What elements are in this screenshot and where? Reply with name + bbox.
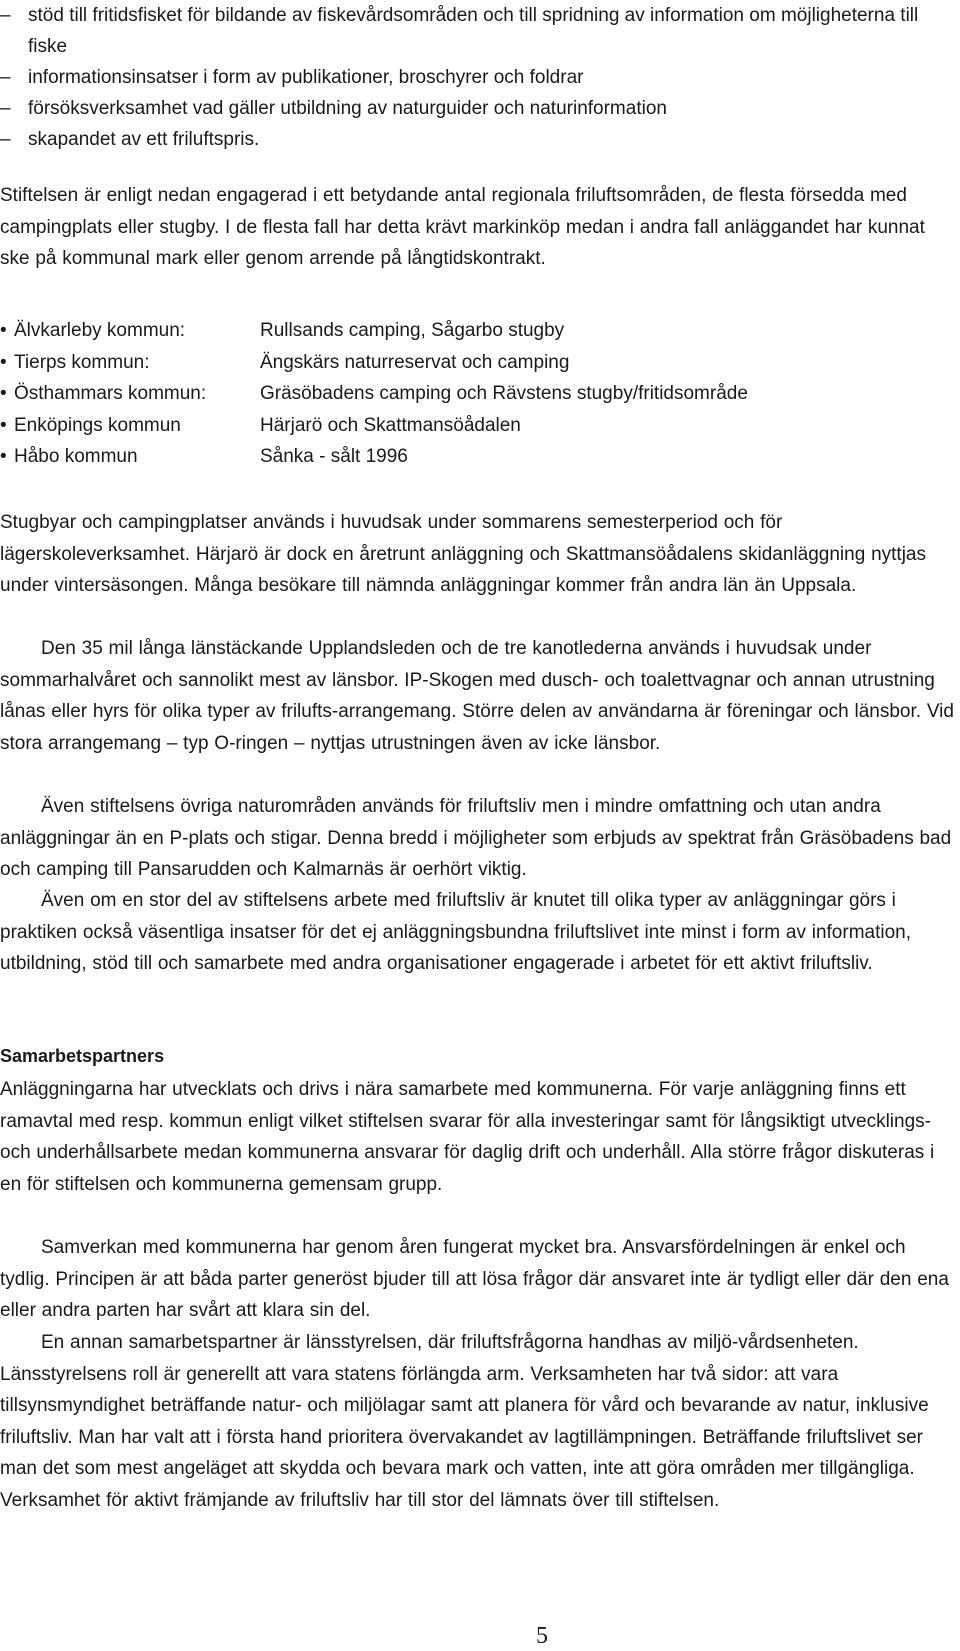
paragraph-usage: Stugbyar och campingplatser används i huvudsak under sommarens semesterperiod och för lägerskoleverksamhet. Härjarö är dock en åretrunt anläggning och Skattmansöådalens skidanläggning nyttjas under vintersäsongen. Många besökare till nämnda anläggningar kommer från andra län än Uppsala. (0, 512, 926, 596)
municipality-sites: Sånka - sålt 1996 (260, 446, 408, 467)
dash-marker: – (0, 5, 11, 26)
section-heading: Samarbetspartners (0, 1046, 165, 1066)
list-item (0, 93, 925, 124)
paragraph-outdoor-work: Även om en stor del av stiftelsens arbete med friluftsliv är knutet till olika typer av anläggningar görs i praktiken också väsentliga insatser för det ej anläggningsbundna friluftslivet inte minst i form av information, utbildning, stöd till och samarbete med andra organisationer engagerade i arbetet för ett aktivt friluftsliv. (0, 890, 912, 974)
page-number: 5 (536, 1623, 548, 1649)
municipality-row (0, 441, 748, 473)
dash-marker: – (0, 129, 11, 150)
municipality-sites: Ängskärs naturreservat och camping (260, 351, 570, 373)
bullet-marker: • (0, 351, 7, 373)
municipality-row (0, 378, 748, 410)
list-item-text: försöksverksamhet vad gäller utbildning av naturguider och naturinformation (28, 98, 667, 119)
list-item (0, 124, 925, 155)
bullet-marker: • (0, 414, 7, 436)
list-item (0, 62, 925, 93)
list-item-text: informationsinsatser i form av publikationer, broschyrer och foldrar (28, 67, 584, 88)
municipality-sites: Rullsands camping, Sågarbo stugby (260, 320, 565, 341)
municipality-row (0, 347, 748, 379)
municipality-name: Älvkarleby kommun: (14, 320, 186, 341)
paragraph-engagement: Stiftelsen är enligt nedan engagerad i ett betydande antal regionala friluftsområden, de flesta försedda med campingplats eller stugby. I de flesta fall har detta krävt markinköp medan i andra fall anläggandet har kunnat ske på kommunal mark eller genom arrende på långtidskontrakt. (0, 185, 925, 269)
municipality-name: Håbo kommun (14, 446, 138, 467)
list-item (0, 0, 925, 62)
municipality-sites: Härjarö och Skattmansöådalen (260, 414, 521, 436)
bullet-marker: • (0, 383, 7, 404)
municipality-row (0, 315, 748, 347)
activity-dash-list (0, 0, 925, 155)
municipality-row (0, 410, 748, 442)
list-item-text: stöd till fritidsfisket för bildande av fiskevårdsområden och till spridning av information om möjligheterna till fiske (28, 5, 919, 57)
dash-marker: – (0, 98, 11, 119)
paragraph-cooperation: Samverkan med kommunerna har genom åren fungerat mycket bra. Ansvarsfördelningen är enkel och tydlig. Principen är att båda parter generöst bjuder till att lösa frågor där ansvaret inte är tydligt eller där den ena eller andra parten har svårt att klara sin del. (0, 1237, 949, 1321)
paragraph-facilities: Anläggningarna har utvecklats och drivs i nära samarbete med kommunerna. För varje anläggning finns ett ramavtal med resp. kommun enligt vilket stiftelsen svarar för alla investeringar samt för långsiktigt utvecklings- och underhållsarbete medan kommunerna ansvarar för daglig drift och underhåll. Alla större frågor diskuteras i en för stiftelsen och kommunerna gemensam grupp. (0, 1079, 935, 1195)
municipality-name: Östhammars kommun: (14, 383, 207, 404)
paragraph-natural-areas: Även stiftelsens övriga naturområden används för friluftsliv men i mindre omfattning och utan andra anläggningar än en P-plats och stigar. Denna bredd i möjligheter som erbjuds av spektrat från Gräsöbadens bad och camping till Pansarudden och Kalmarnäs är oerhört viktig. (0, 796, 952, 880)
municipality-sites: Gräsöbadens camping och Rävstens stugby/fritidsområde (260, 383, 748, 404)
list-item-text: skapandet av ett friluftspris. (28, 129, 260, 150)
municipality-name: Tierps kommun: (14, 351, 150, 373)
municipality-list (0, 315, 748, 473)
paragraph-county-board: En annan samarbetspartner är länsstyrelsen, där friluftsfrågorna handhas av miljö-vårdsenheten. Länsstyrelsens roll är generellt att vara statens förlängda arm. Verksamheten har två sidor: att vara tillsynsmyndighet beträffande natur- och miljölagar samt att planera för vård och bevarande av natur, inklusive friluftsliv. Man har valt att i första hand prioritera övervakandet av lagtillämpningen. Beträffande friluftslivet ser man det som mest angeläget att skydda och bevara mark och vatten, inte att göra områden mer tillgängliga. Verksamhet för aktivt främjande av friluftsliv har till stor del lämnats över till stiftelsen. (0, 1332, 929, 1511)
dash-marker: – (0, 67, 11, 88)
bullet-marker: • (0, 320, 7, 341)
municipality-name: Enköpings kommun (14, 414, 181, 436)
paragraph-upplandsleden: Den 35 mil långa länstäckande Upplandsleden och de tre kanotlederna används i huvudsak under sommarhalvåret och sannolikt mest av länsbor. IP-Skogen med dusch- och toalettvagnar och annan utrustning lånas eller hyrs för olika typer av frilufts-arrangemang. Större delen av användarna är föreningar och länsbor. Vid stora arrangemang – typ O-ringen – nyttjas utrustningen även av icke länsbor. (0, 638, 954, 754)
bullet-marker: • (0, 446, 7, 467)
